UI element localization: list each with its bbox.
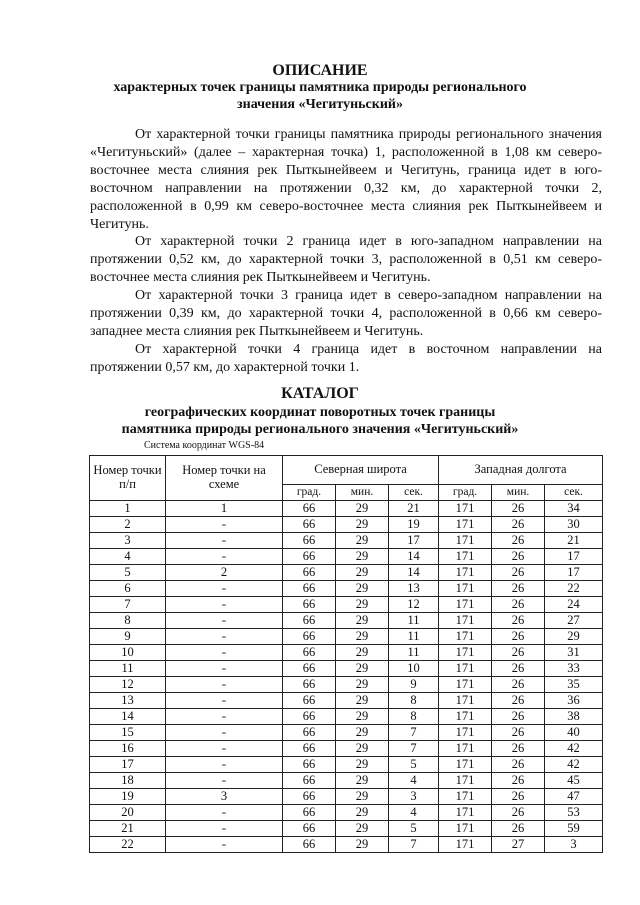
header-scheme-number: Номер точки на схеме	[166, 456, 283, 501]
cell-lon-sec: 17	[545, 565, 603, 581]
description-subtitle-line1: характерных точек границы памятника природы регионального	[113, 80, 527, 95]
cell-lat-sec: 9	[389, 677, 439, 693]
catalog-subtitle-line1: географических координат поворотных точек границы	[144, 405, 496, 420]
table-row	[90, 565, 603, 581]
table-row	[90, 805, 603, 821]
cell-lon-sec: 24	[545, 597, 603, 613]
cell-point-number: 8	[90, 613, 166, 629]
table-row	[90, 677, 603, 693]
table-row	[90, 645, 603, 661]
cell-point-number: 22	[90, 837, 166, 853]
paragraph: От характерной точки границы памятника природы регионального значения «Чегитуньский» (далее – характерная точка) 1, расположенной в 1,08 км северо-восточнее места слияния рек Пыткынейвеем и Чегитунь, граница идет в юго-восточном направлении на протяжении 0,32 км, до характерной точки 2, расположенной в 0,99 км северо-восточнее места слияния рек Пыткынейвеем и Чегитунь.	[90, 127, 602, 232]
table-row	[90, 597, 603, 613]
cell-lon-deg: 171	[439, 501, 492, 517]
cell-lat-min: 29	[336, 693, 389, 709]
cell-lon-sec: 42	[545, 741, 603, 757]
cell-scheme-number: -	[166, 693, 283, 709]
cell-lon-deg: 171	[439, 757, 492, 773]
cell-lon-deg: 171	[439, 645, 492, 661]
table-row	[90, 549, 603, 565]
cell-lon-min: 26	[492, 661, 545, 677]
cell-lat-min: 29	[336, 805, 389, 821]
cell-lon-sec: 36	[545, 693, 603, 709]
description-title: ОПИСАНИЕ	[272, 62, 368, 79]
cell-point-number: 4	[90, 549, 166, 565]
cell-lon-min: 26	[492, 501, 545, 517]
cell-lat-deg: 66	[283, 613, 336, 629]
cell-lat-min: 29	[336, 613, 389, 629]
cell-scheme-number: -	[166, 837, 283, 853]
cell-lat-sec: 11	[389, 629, 439, 645]
cell-lat-min: 29	[336, 501, 389, 517]
cell-lat-sec: 17	[389, 533, 439, 549]
cell-lat-sec: 7	[389, 741, 439, 757]
cell-lat-min: 29	[336, 757, 389, 773]
cell-lat-deg: 66	[283, 581, 336, 597]
cell-scheme-number: -	[166, 805, 283, 821]
cell-lon-deg: 171	[439, 661, 492, 677]
cell-lat-deg: 66	[283, 629, 336, 645]
cell-lon-sec: 22	[545, 581, 603, 597]
cell-lat-sec: 4	[389, 773, 439, 789]
cell-lat-sec: 19	[389, 517, 439, 533]
table-row	[90, 517, 603, 533]
table-row	[90, 757, 603, 773]
cell-lon-sec: 35	[545, 677, 603, 693]
cell-lat-min: 29	[336, 549, 389, 565]
cell-lat-min: 29	[336, 789, 389, 805]
cell-lon-sec: 21	[545, 533, 603, 549]
cell-lon-sec: 59	[545, 821, 603, 837]
cell-lon-deg: 171	[439, 629, 492, 645]
cell-point-number: 16	[90, 741, 166, 757]
table-row	[90, 629, 603, 645]
table-row	[90, 581, 603, 597]
cell-lon-sec: 38	[545, 709, 603, 725]
header-lon-deg: град.	[439, 485, 492, 501]
cell-lon-min: 26	[492, 629, 545, 645]
cell-lat-deg: 66	[283, 837, 336, 853]
cell-lon-deg: 171	[439, 581, 492, 597]
cell-lat-deg: 66	[283, 757, 336, 773]
header-north-latitude: Северная широта	[283, 456, 439, 485]
description-body	[90, 126, 602, 377]
cell-lat-deg: 66	[283, 645, 336, 661]
cell-point-number: 10	[90, 645, 166, 661]
cell-lon-min: 26	[492, 517, 545, 533]
cell-lon-min: 26	[492, 693, 545, 709]
cell-lon-min: 26	[492, 645, 545, 661]
cell-lon-sec: 3	[545, 837, 603, 853]
cell-lon-min: 26	[492, 677, 545, 693]
cell-lat-deg: 66	[283, 821, 336, 837]
cell-scheme-number: -	[166, 661, 283, 677]
cell-point-number: 13	[90, 693, 166, 709]
cell-scheme-number: -	[166, 725, 283, 741]
cell-lon-sec: 45	[545, 773, 603, 789]
cell-lon-sec: 53	[545, 805, 603, 821]
cell-lat-deg: 66	[283, 549, 336, 565]
cell-lon-min: 26	[492, 533, 545, 549]
cell-point-number: 18	[90, 773, 166, 789]
cell-lat-sec: 8	[389, 693, 439, 709]
cell-lon-deg: 171	[439, 565, 492, 581]
cell-scheme-number: 3	[166, 789, 283, 805]
cell-point-number: 19	[90, 789, 166, 805]
cell-lat-sec: 13	[389, 581, 439, 597]
cell-lon-min: 26	[492, 709, 545, 725]
cell-lon-min: 26	[492, 821, 545, 837]
cell-scheme-number: -	[166, 597, 283, 613]
cell-lon-deg: 171	[439, 741, 492, 757]
table-row	[90, 741, 603, 757]
cell-lon-min: 26	[492, 773, 545, 789]
cell-lat-deg: 66	[283, 517, 336, 533]
header-west-longitude: Западная долгота	[439, 456, 603, 485]
cell-lon-min: 26	[492, 565, 545, 581]
cell-lon-deg: 171	[439, 821, 492, 837]
cell-lon-min: 26	[492, 805, 545, 821]
header-lat-sec: сек.	[389, 485, 439, 501]
cell-lat-min: 29	[336, 661, 389, 677]
table-row	[90, 661, 603, 677]
cell-lat-deg: 66	[283, 501, 336, 517]
cell-lon-sec: 29	[545, 629, 603, 645]
cell-lon-sec: 47	[545, 789, 603, 805]
table-row	[90, 725, 603, 741]
table-row	[90, 837, 603, 853]
cell-lon-deg: 171	[439, 725, 492, 741]
cell-lat-sec: 14	[389, 549, 439, 565]
cell-lat-sec: 10	[389, 661, 439, 677]
cell-lat-min: 29	[336, 837, 389, 853]
cell-lon-deg: 171	[439, 549, 492, 565]
cell-scheme-number: -	[166, 709, 283, 725]
cell-point-number: 17	[90, 757, 166, 773]
cell-point-number: 5	[90, 565, 166, 581]
cell-lat-min: 29	[336, 725, 389, 741]
cell-lon-deg: 171	[439, 837, 492, 853]
table-row	[90, 501, 603, 517]
header-lat-deg: град.	[283, 485, 336, 501]
cell-scheme-number: -	[166, 517, 283, 533]
cell-lat-min: 29	[336, 773, 389, 789]
table-row	[90, 773, 603, 789]
catalog-title: КАТАЛОГ	[281, 385, 359, 402]
cell-point-number: 14	[90, 709, 166, 725]
cell-lon-min: 26	[492, 581, 545, 597]
cell-lon-deg: 171	[439, 597, 492, 613]
cell-scheme-number: -	[166, 645, 283, 661]
paragraph: От характерной точки 3 граница идет в северо-западном направлении на протяжении 0,39 км, до характерной точки 4, расположенной в 0,66 км северо-западнее места слияния рек Пыткынейвеем и Чегитунь.	[90, 288, 602, 339]
cell-lon-min: 26	[492, 757, 545, 773]
cell-point-number: 9	[90, 629, 166, 645]
cell-lat-min: 29	[336, 533, 389, 549]
cell-lon-deg: 171	[439, 613, 492, 629]
cell-lon-sec: 31	[545, 645, 603, 661]
table-row	[90, 709, 603, 725]
cell-point-number: 11	[90, 661, 166, 677]
cell-lat-min: 29	[336, 709, 389, 725]
cell-lon-sec: 27	[545, 613, 603, 629]
table-row	[90, 821, 603, 837]
cell-lat-min: 29	[336, 597, 389, 613]
table-row	[90, 693, 603, 709]
cell-lat-deg: 66	[283, 533, 336, 549]
cell-lon-min: 26	[492, 597, 545, 613]
cell-scheme-number: -	[166, 549, 283, 565]
cell-scheme-number: -	[166, 741, 283, 757]
cell-lat-min: 29	[336, 565, 389, 581]
cell-scheme-number: -	[166, 773, 283, 789]
cell-scheme-number: -	[166, 533, 283, 549]
cell-lon-deg: 171	[439, 789, 492, 805]
cell-lat-sec: 11	[389, 645, 439, 661]
description-subtitle-line2: значения «Чегитуньский»	[237, 97, 403, 112]
cell-lon-deg: 171	[439, 677, 492, 693]
cell-lat-sec: 21	[389, 501, 439, 517]
cell-scheme-number: -	[166, 677, 283, 693]
cell-point-number: 12	[90, 677, 166, 693]
cell-lon-min: 26	[492, 789, 545, 805]
cell-lat-deg: 66	[283, 597, 336, 613]
header-lat-min: мин.	[336, 485, 389, 501]
cell-point-number: 7	[90, 597, 166, 613]
cell-lon-deg: 171	[439, 693, 492, 709]
cell-lat-deg: 66	[283, 789, 336, 805]
cell-lat-min: 29	[336, 645, 389, 661]
cell-lat-sec: 8	[389, 709, 439, 725]
cell-scheme-number: -	[166, 629, 283, 645]
cell-lon-sec: 34	[545, 501, 603, 517]
cell-lat-sec: 11	[389, 613, 439, 629]
cell-lon-sec: 33	[545, 661, 603, 677]
cell-point-number: 20	[90, 805, 166, 821]
cell-lat-sec: 5	[389, 757, 439, 773]
cell-lat-deg: 66	[283, 805, 336, 821]
cell-lon-deg: 171	[439, 533, 492, 549]
table-row	[90, 789, 603, 805]
cell-lat-min: 29	[336, 821, 389, 837]
header-point-number: Номер точки п/п	[90, 456, 166, 501]
table-row	[90, 613, 603, 629]
cell-lon-deg: 171	[439, 517, 492, 533]
cell-lon-deg: 171	[439, 805, 492, 821]
cell-lat-sec: 7	[389, 837, 439, 853]
cell-lon-min: 26	[492, 549, 545, 565]
cell-lat-deg: 66	[283, 661, 336, 677]
cell-lon-sec: 42	[545, 757, 603, 773]
cell-lat-sec: 14	[389, 565, 439, 581]
cell-lat-sec: 3	[389, 789, 439, 805]
cell-point-number: 21	[90, 821, 166, 837]
cell-scheme-number: -	[166, 581, 283, 597]
cell-lat-min: 29	[336, 517, 389, 533]
cell-lat-min: 29	[336, 581, 389, 597]
header-lon-min: мин.	[492, 485, 545, 501]
catalog-subtitle-line2: памятника природы регионального значения «Чегитуньский»	[121, 422, 519, 437]
cell-point-number: 2	[90, 517, 166, 533]
cell-lon-min: 26	[492, 741, 545, 757]
cell-lon-sec: 40	[545, 725, 603, 741]
header-lon-sec: сек.	[545, 485, 603, 501]
cell-lat-min: 29	[336, 677, 389, 693]
cell-point-number: 3	[90, 533, 166, 549]
cell-lat-min: 29	[336, 741, 389, 757]
coordinates-table-body	[90, 501, 603, 853]
cell-point-number: 6	[90, 581, 166, 597]
coordinate-system-label: Система координат WGS-84	[144, 440, 265, 451]
cell-lat-deg: 66	[283, 709, 336, 725]
cell-point-number: 1	[90, 501, 166, 517]
cell-lat-deg: 66	[283, 677, 336, 693]
cell-lon-sec: 30	[545, 517, 603, 533]
cell-lat-sec: 7	[389, 725, 439, 741]
cell-lon-sec: 17	[545, 549, 603, 565]
cell-lon-deg: 171	[439, 709, 492, 725]
cell-lat-sec: 5	[389, 821, 439, 837]
cell-scheme-number: 2	[166, 565, 283, 581]
cell-lon-min: 26	[492, 725, 545, 741]
cell-scheme-number: -	[166, 613, 283, 629]
cell-lat-deg: 66	[283, 773, 336, 789]
cell-scheme-number: 1	[166, 501, 283, 517]
cell-scheme-number: -	[166, 757, 283, 773]
paragraph: От характерной точки 2 граница идет в юго-западном направлении на протяжении 0,52 км, до характерной точки 3, расположенной в 0,51 км северо-восточнее места слияния рек Пыткынейвеем и Чегитунь.	[90, 234, 602, 286]
table-row	[90, 533, 603, 549]
cell-lat-deg: 66	[283, 741, 336, 757]
cell-lat-sec: 12	[389, 597, 439, 613]
coordinates-table	[89, 455, 603, 853]
cell-lon-deg: 171	[439, 773, 492, 789]
paragraph: От характерной точки 4 граница идет в восточном направлении на протяжении 0,57 км, до характерной точки 1.	[90, 341, 602, 375]
cell-point-number: 15	[90, 725, 166, 741]
cell-lon-min: 26	[492, 613, 545, 629]
cell-lat-deg: 66	[283, 725, 336, 741]
cell-scheme-number: -	[166, 821, 283, 837]
cell-lat-min: 29	[336, 629, 389, 645]
cell-lat-sec: 4	[389, 805, 439, 821]
cell-lat-deg: 66	[283, 693, 336, 709]
cell-lat-deg: 66	[283, 565, 336, 581]
cell-lon-min: 27	[492, 837, 545, 853]
